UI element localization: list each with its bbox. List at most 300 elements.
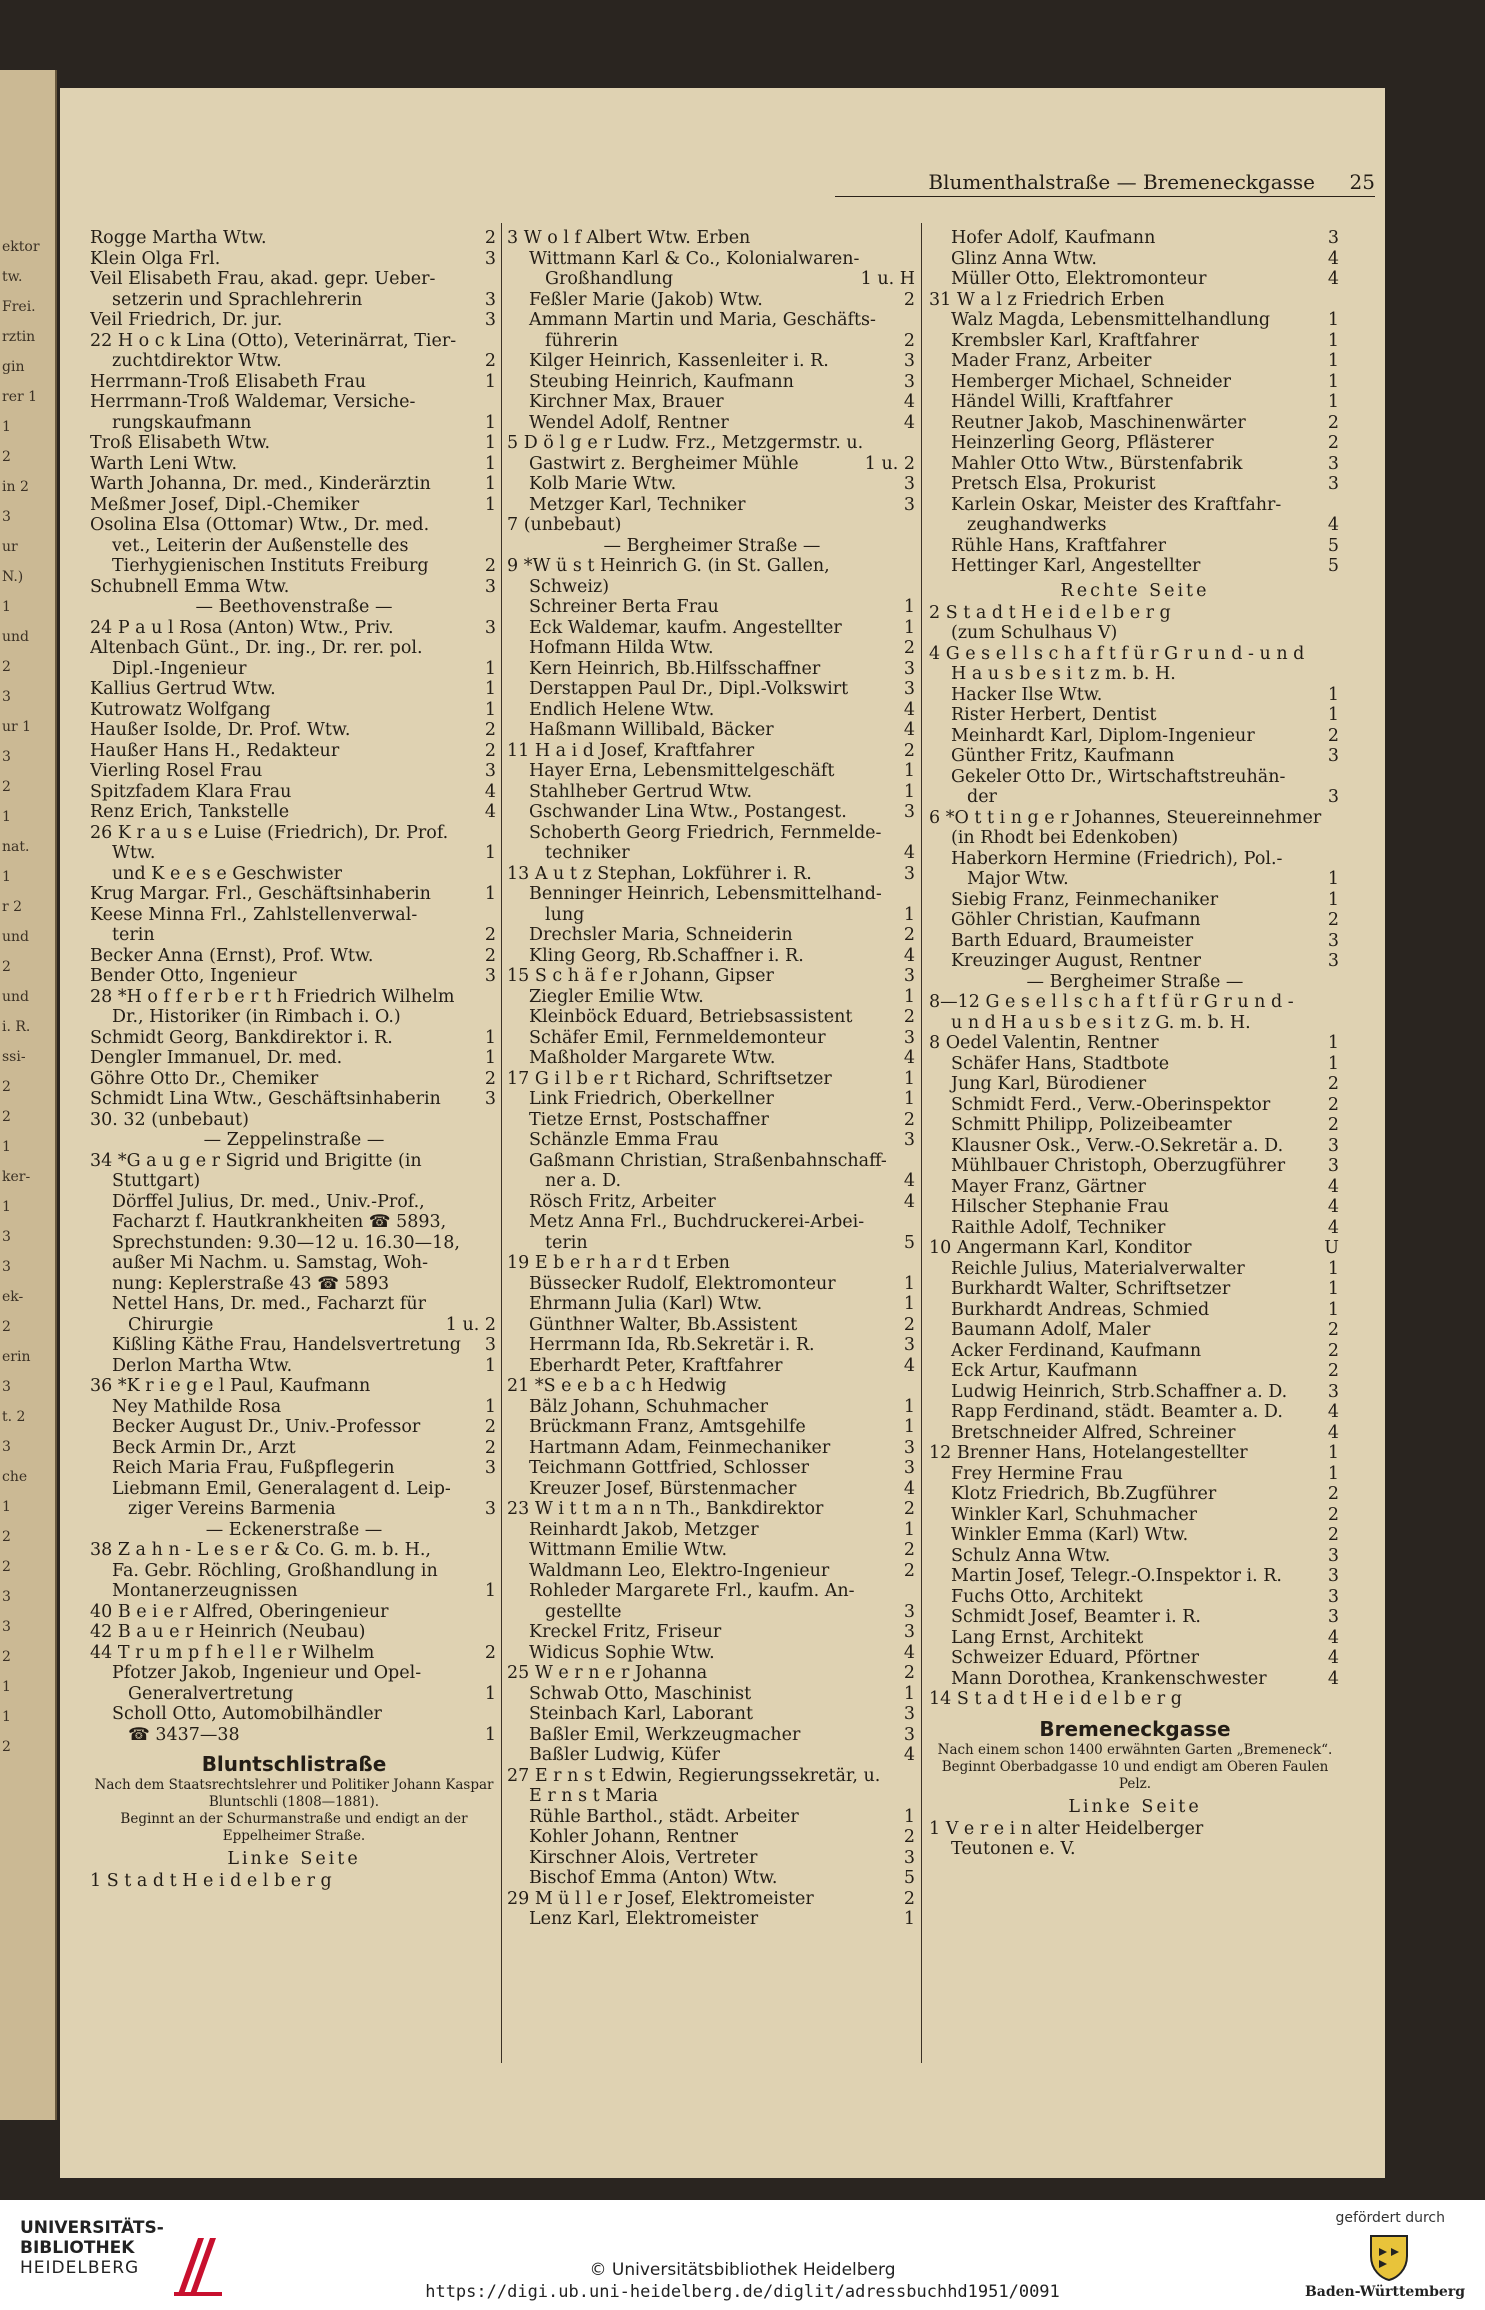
directory-entry	[90, 1684, 498, 1705]
floor-number: 2	[1325, 910, 1339, 931]
floor-number: 2	[1325, 1341, 1339, 1362]
directory-entry	[507, 782, 917, 803]
directory-entry	[90, 659, 498, 680]
directory-entry	[90, 556, 498, 577]
cross-street	[90, 1520, 498, 1541]
floor-number: 3	[482, 761, 496, 782]
directory-entry	[929, 290, 1341, 311]
directory-entry	[507, 1909, 917, 1930]
left-page-fragment: rztin	[2, 329, 36, 345]
directory-entry	[929, 1839, 1341, 1860]
floor-number: 2	[1325, 1505, 1339, 1526]
directory-entry	[90, 1417, 498, 1438]
entry-text: Sprechstunden: 9.30—12 u. 16.30—18,	[112, 1232, 460, 1253]
entry-text: Karlein Oskar, Meister des Kraftfahr-	[951, 494, 1282, 515]
entry-text: Tietze Ernst, Postschaffner	[529, 1109, 769, 1130]
floor-number: 1	[901, 1684, 915, 1705]
directory-entry	[90, 925, 498, 946]
library-name-line-1: UNIVERSITÄTS-	[20, 2218, 164, 2238]
entry-text: Schmidt Ferd., Verw.-Oberinspektor	[951, 1094, 1271, 1115]
floor-number: 3	[901, 1704, 915, 1725]
directory-entry	[90, 1028, 498, 1049]
directory-entry	[90, 1110, 498, 1131]
directory-entry	[929, 1074, 1341, 1095]
directory-entry	[90, 700, 498, 721]
floor-number: 4	[901, 1192, 915, 1213]
directory-entry	[90, 515, 498, 536]
directory-entry	[507, 1663, 917, 1684]
directory-entry	[929, 433, 1341, 454]
directory-entry	[90, 1294, 498, 1315]
floor-number: 3	[482, 1089, 496, 1110]
floor-number: 1	[1325, 1300, 1339, 1321]
floor-number: 3	[901, 351, 915, 372]
left-page-fragment: 3	[2, 1439, 11, 1455]
entry-text: Kern Heinrich, Bb.Hilfsschaffner	[529, 658, 821, 679]
entry-text: Widicus Sophie Wtw.	[529, 1642, 715, 1663]
directory-entry	[507, 1007, 917, 1028]
floor-number: 1	[901, 1069, 915, 1090]
directory-entry	[90, 1438, 498, 1459]
entry-text: — Eckenerstraße —	[205, 1519, 383, 1540]
floor-number: 2	[1325, 1525, 1339, 1546]
entry-text: Kreuzer Josef, Bürstenmacher	[529, 1478, 797, 1499]
left-page-fragment: tw.	[2, 269, 23, 285]
directory-entry	[929, 664, 1341, 685]
entry-text: Feßler Marie (Jakob) Wtw.	[529, 289, 763, 310]
entry-text: 40 B e i e r Alfred, Oberingenieur	[90, 1601, 389, 1622]
floor-number: 2	[1325, 1115, 1339, 1136]
directory-entry	[929, 392, 1341, 413]
left-page-fragment: i. R.	[2, 1019, 31, 1035]
floor-number: 2	[482, 351, 496, 372]
directory-entry	[507, 1540, 917, 1561]
floor-number: 3	[482, 577, 496, 598]
floor-number: 4	[1325, 1197, 1339, 1218]
directory-entry	[929, 623, 1341, 644]
floor-number: 2	[901, 290, 915, 311]
directory-entry	[90, 1253, 498, 1274]
entry-text: Eck Artur, Kaufmann	[951, 1361, 1138, 1381]
floor-number: 1	[901, 1520, 915, 1541]
entry-text: Winkler Emma (Karl) Wtw.	[951, 1525, 1189, 1545]
directory-entry	[929, 1505, 1341, 1526]
entry-text: Benninger Heinrich, Lebensmittelhand-	[529, 884, 882, 904]
entry-text: 1 S t a d t H e i d e l b e r g	[90, 1871, 332, 1891]
entry-text: Dipl.-Ingenieur	[112, 658, 247, 679]
directory-entry	[507, 1458, 917, 1479]
entry-text: Facharzt f. Hautkrankheiten ☎ 5893,	[112, 1212, 447, 1232]
entry-text: Schreiner Berta Frau	[529, 597, 719, 617]
directory-entry	[90, 1356, 498, 1377]
entry-text: ziger Vereins Barmenia	[128, 1499, 336, 1519]
entry-text: Endlich Helene Wtw.	[529, 699, 715, 720]
left-page-fragment: ssi-	[2, 1049, 26, 1065]
entry-text: Gekeler Otto Dr., Wirtschaftstreuhän-	[951, 766, 1286, 787]
floor-number: 2	[901, 1663, 915, 1684]
entry-text: Scholl Otto, Automobilhändler	[112, 1704, 382, 1724]
directory-entry	[507, 987, 917, 1008]
entry-text: Jung Karl, Bürodiener	[951, 1074, 1147, 1094]
left-page-fragment: in 2	[2, 479, 29, 495]
floor-number: 2	[901, 638, 915, 659]
directory-page	[60, 88, 1385, 2178]
directory-entry	[929, 1054, 1341, 1075]
floor-number: 3	[901, 1438, 915, 1459]
entry-text: Haußer Hans H., Redakteur	[90, 740, 340, 761]
entry-text: Metz Anna Frl., Buchdruckerei-Arbei-	[529, 1212, 865, 1232]
floor-number: 3	[901, 1458, 915, 1479]
entry-text: 21 *S e e b a c h Hedwig	[507, 1376, 727, 1396]
entry-text: 5 D ö l g e r Ludw. Frz., Metzgermstr. u.	[507, 433, 864, 453]
entry-text: Kirschner Alois, Vertreter	[529, 1847, 758, 1868]
floor-number: 5	[1325, 556, 1339, 577]
directory-entry	[507, 1417, 917, 1438]
floor-number: 3	[1325, 1546, 1339, 1567]
entry-text: Schweiz)	[529, 576, 610, 597]
entry-text: Göhre Otto Dr., Chemiker	[90, 1068, 319, 1089]
left-page-fragment: 2	[2, 1739, 11, 1755]
entry-text: außer Mi Nachm. u. Samstag, Woh-	[112, 1253, 428, 1273]
floor-number: 4	[901, 700, 915, 721]
entry-text: Gastwirt z. Bergheimer Mühle	[529, 453, 799, 474]
floor-number: 1	[901, 905, 915, 926]
column-3	[929, 228, 1341, 2048]
entry-text: rungskaufmann	[112, 412, 252, 433]
directory-entry	[90, 1274, 498, 1295]
floor-number: 4	[1325, 1669, 1339, 1690]
column-1	[90, 228, 498, 2048]
directory-entry	[929, 1525, 1341, 1546]
entry-text: Klein Olga Frl.	[90, 248, 221, 269]
floor-number: 1 u. 2	[862, 454, 915, 475]
directory-entry	[507, 1192, 917, 1213]
directory-entry	[90, 884, 498, 905]
floor-number: 1	[901, 597, 915, 618]
entry-text: Lang Ernst, Architekt	[951, 1627, 1144, 1648]
floor-number: 3	[1325, 228, 1339, 249]
floor-number: 2	[482, 1417, 496, 1438]
left-page-fragment: r 2	[2, 899, 23, 915]
entry-text: Gaßmann Christian, Straßenbahnschaff-	[529, 1150, 887, 1171]
floor-number: 1	[901, 1294, 915, 1315]
directory-entry	[90, 1581, 498, 1602]
entry-text: Nettel Hans, Dr. med., Facharzt für	[112, 1294, 426, 1314]
directory-entry	[507, 577, 917, 598]
entry-text: Baßler Emil, Werkzeugmacher	[529, 1724, 801, 1745]
left-page-fragment: ektor	[2, 239, 40, 255]
directory-entry	[929, 1607, 1341, 1628]
entry-text: Kohler Johann, Rentner	[529, 1827, 739, 1847]
directory-entry	[90, 1871, 498, 1892]
directory-entry	[929, 1320, 1341, 1341]
directory-entry	[929, 1095, 1341, 1116]
directory-entry	[507, 761, 917, 782]
floor-number: 4	[901, 1479, 915, 1500]
floor-number: 4	[901, 413, 915, 434]
floor-number: 2	[901, 1827, 915, 1848]
directory-entry	[507, 823, 917, 844]
floor-number: 3	[1325, 1156, 1339, 1177]
entry-text: Brückmann Franz, Amtsgehilfe	[529, 1417, 806, 1437]
floor-number: 3	[901, 1130, 915, 1151]
entry-text: Hofmann Hilda Wtw.	[529, 638, 714, 658]
directory-entry	[90, 966, 498, 987]
directory-entry	[929, 372, 1341, 393]
floor-number: U	[1321, 1238, 1339, 1259]
left-page-fragment: 1	[2, 1139, 11, 1155]
entry-text: Steubing Heinrich, Kaufmann	[529, 371, 794, 392]
directory-entry	[929, 869, 1341, 890]
directory-entry	[929, 1197, 1341, 1218]
entry-text: E r n s t Maria	[529, 1786, 658, 1806]
floor-number: 2	[1325, 726, 1339, 747]
entry-text: 17 G i l b e r t Richard, Schriftsetzer	[507, 1068, 832, 1089]
floor-number: 3	[1325, 951, 1339, 972]
entry-text: setzerin und Sprachlehrerin	[112, 289, 363, 310]
floor-number: 4	[901, 720, 915, 741]
funder-name[interactable]: Baden-Württemberg	[1304, 2284, 1465, 2300]
permalink[interactable]: https://digi.ub.uni-heidelberg.de/diglit/adressbuchhd1951/0091	[425, 2282, 1060, 2302]
directory-entry	[90, 987, 498, 1008]
floor-number: 2	[901, 1315, 915, 1336]
entry-text: Chirurgie	[128, 1314, 214, 1335]
library-name-line-2: BIBLIOTHEK	[20, 2238, 135, 2258]
left-page-fragment: 2	[2, 449, 11, 465]
directory-entry	[507, 884, 917, 905]
directory-entry	[90, 761, 498, 782]
left-page-fragment: 1	[2, 1499, 11, 1515]
directory-entry	[507, 1438, 917, 1459]
directory-entry	[507, 618, 917, 639]
directory-entry	[929, 1546, 1341, 1567]
directory-entry	[507, 802, 917, 823]
directory-entry	[929, 495, 1341, 516]
floor-number: 1	[1325, 1054, 1339, 1075]
directory-entry	[90, 905, 498, 926]
floor-number: 1	[482, 1048, 496, 1069]
left-page-fragment: 2	[2, 779, 11, 795]
floor-number: 4	[482, 802, 496, 823]
directory-entry	[507, 1335, 917, 1356]
viewer-footer	[0, 2200, 1485, 2310]
entry-text: Glinz Anna Wtw.	[951, 248, 1097, 269]
entry-text: Hemberger Michael, Schneider	[951, 371, 1231, 392]
floor-number: 3	[901, 864, 915, 885]
left-page-edge	[0, 70, 57, 2120]
entry-text: 1 V e r e i n alter Heidelberger	[929, 1818, 1204, 1839]
floor-number: 3	[1325, 1587, 1339, 1608]
street-note: Beginnt an der Schurmanstraße und endigt an der Eppelheimer Straße.	[120, 1811, 468, 1844]
directory-entry	[507, 1089, 917, 1110]
directory-entry	[929, 910, 1341, 931]
entry-text: Ammann Martin und Maria, Geschäfts-	[529, 310, 876, 330]
floor-number: 2	[482, 946, 496, 967]
entry-text: Rühle Hans, Kraftfahrer	[951, 535, 1166, 556]
directory-entry	[90, 1479, 498, 1500]
entry-text: Spitzfadem Klara Frau	[90, 781, 292, 802]
entry-text: Altenbach Günt., Dr. ing., Dr. rer. pol.	[90, 638, 423, 658]
floor-number: 3	[482, 966, 496, 987]
floor-number: 1	[1325, 890, 1339, 911]
floor-number: 4	[901, 1171, 915, 1192]
floor-number: 1	[482, 1581, 496, 1602]
entry-text: Schmidt Josef, Beamter i. R.	[951, 1607, 1201, 1627]
floor-number: 1	[901, 1807, 915, 1828]
floor-number: 4	[1325, 515, 1339, 536]
directory-entry	[507, 1745, 917, 1766]
entry-text: Dörffel Julius, Dr. med., Univ.-Prof.,	[112, 1191, 425, 1212]
entry-text: Beck Armin Dr., Arzt	[112, 1437, 296, 1458]
left-page-fragment: 1	[2, 1679, 11, 1695]
entry-text: Mahler Otto Wtw., Bürstenfabrik	[951, 453, 1243, 474]
floor-number: 3	[901, 372, 915, 393]
left-page-fragment: 3	[2, 1259, 11, 1275]
entry-text: 3 W o l f Albert Wtw. Erben	[507, 228, 751, 248]
directory-entry	[507, 1868, 917, 1889]
directory-entry	[929, 1669, 1341, 1690]
entry-text: Stahlheber Gertrud Wtw.	[529, 781, 753, 802]
floor-number: 1	[901, 1274, 915, 1295]
left-page-fragment: ker-	[2, 1169, 31, 1185]
floor-number: 1	[1325, 869, 1339, 890]
street-note: Nach einem schon 1400 erwähnten Garten „Bremeneck“.	[937, 1741, 1333, 1758]
entry-text: und K e e s e Geschwister	[112, 863, 342, 884]
directory-entry	[929, 413, 1341, 434]
floor-number: 1	[1325, 1033, 1339, 1054]
entry-text: Schwab Otto, Maschinist	[529, 1683, 752, 1704]
entry-text: Reichle Julius, Materialverwalter	[951, 1258, 1245, 1279]
directory-entry	[507, 700, 917, 721]
entry-text: Waldmann Leo, Elektro-Ingenieur	[529, 1560, 830, 1581]
floor-number: 1	[1325, 705, 1339, 726]
entry-text: Schäfer Emil, Fernmeldemonteur	[529, 1027, 826, 1048]
entry-text: Günthner Walter, Bb.Assistent	[529, 1314, 798, 1335]
directory-entry	[929, 1689, 1341, 1710]
directory-entry	[90, 802, 498, 823]
directory-entry	[507, 720, 917, 741]
entry-text: Rister Herbert, Dentist	[951, 705, 1157, 725]
directory-entry	[90, 1089, 498, 1110]
floor-number: 1	[901, 1089, 915, 1110]
floor-number: 2	[482, 556, 496, 577]
directory-entry	[929, 351, 1341, 372]
entry-text: zeughandwerks	[967, 515, 1107, 535]
entry-text: Mühlbauer Christoph, Oberzugführer	[951, 1156, 1286, 1176]
directory-entry	[90, 782, 498, 803]
directory-entry	[929, 454, 1341, 475]
entry-text: Rühle Barthol., städt. Arbeiter	[529, 1806, 799, 1827]
entry-text: Baumann Adolf, Maler	[951, 1320, 1151, 1340]
directory-entry	[507, 413, 917, 434]
entry-text: Haberkorn Hermine (Friedrich), Pol.-	[951, 848, 1283, 869]
floor-number: 2	[1325, 1074, 1339, 1095]
directory-entry	[507, 1233, 917, 1254]
directory-entry	[507, 1376, 917, 1397]
directory-entry	[507, 1827, 917, 1848]
entry-text: Gschwander Lina Wtw., Postangest.	[529, 802, 847, 822]
entry-text: Winkler Karl, Schuhmacher	[951, 1504, 1198, 1525]
entry-text: 10 Angermann Karl, Konditor	[929, 1238, 1192, 1258]
directory-entry	[929, 556, 1341, 577]
entry-text: Kißling Käthe Frau, Handelsvertretung	[112, 1335, 461, 1355]
directory-entry	[507, 310, 917, 331]
entry-text: Siebig Franz, Feinmechaniker	[951, 889, 1219, 910]
entry-text: ☎ 3437—38	[128, 1724, 240, 1745]
directory-entry	[90, 249, 498, 270]
street-heading: Bluntschlistraße	[201, 1752, 387, 1776]
entry-text: Rösch Fritz, Arbeiter	[529, 1191, 716, 1212]
entry-text: Hilscher Stephanie Frau	[951, 1197, 1170, 1217]
directory-entry	[90, 1048, 498, 1069]
entry-text: Montanerzeugnissen	[112, 1581, 298, 1601]
entry-text: — Bergheimer Straße —	[603, 535, 821, 556]
entry-text: Mayer Franz, Gärtner	[951, 1176, 1146, 1197]
directory-entry	[507, 290, 917, 311]
left-page-fragment: 2	[2, 959, 11, 975]
directory-entry	[90, 638, 498, 659]
floor-number: 1	[1325, 1279, 1339, 1300]
directory-entry	[90, 1622, 498, 1643]
floor-number: 1	[1325, 1259, 1339, 1280]
left-page-fragment: t. 2	[2, 1409, 26, 1425]
entry-text: nung: Keplerstraße 43 ☎ 5893	[112, 1273, 390, 1294]
entry-text: 28 *H o f f e r b e r t h Friedrich Wilhelm	[90, 986, 455, 1007]
floor-number: 3	[901, 1335, 915, 1356]
directory-entry	[90, 1171, 498, 1192]
entry-text: Wittmann Emilie Wtw.	[529, 1540, 728, 1560]
directory-entry	[507, 269, 917, 290]
directory-entry	[90, 741, 498, 762]
floor-number: 4	[901, 1356, 915, 1377]
entry-text: Fuchs Otto, Architekt	[951, 1586, 1143, 1607]
directory-entry	[507, 1602, 917, 1623]
floor-number: 4	[1325, 269, 1339, 290]
floor-number: 1	[482, 372, 496, 393]
entry-text: Derstappen Paul Dr., Dipl.-Volkswirt	[529, 679, 849, 699]
entry-text: Warth Leni Wtw.	[90, 453, 238, 474]
entry-text: Schubnell Emma Wtw.	[90, 576, 290, 597]
directory-entry	[507, 638, 917, 659]
directory-entry	[507, 597, 917, 618]
library-name-line-3: HEIDELBERG	[20, 2258, 140, 2278]
floor-number: 3	[901, 1028, 915, 1049]
entry-text: Kolb Marie Wtw.	[529, 474, 677, 494]
directory-entry	[90, 1540, 498, 1561]
directory-entry	[90, 372, 498, 393]
floor-number: 3	[1325, 1607, 1339, 1628]
directory-entry	[929, 992, 1341, 1013]
entry-text: Rapp Ferdinand, städt. Beamter a. D.	[951, 1402, 1283, 1422]
entry-text: Becker Anna (Ernst), Prof. Wtw.	[90, 945, 374, 966]
entry-text: Wendel Adolf, Rentner	[529, 412, 729, 433]
entry-text: Göhler Christian, Kaufmann	[951, 910, 1201, 930]
entry-text: zuchtdirektor Wtw.	[112, 351, 282, 371]
side-heading: Linke Seite	[227, 1849, 361, 1869]
floor-number: 1	[482, 1684, 496, 1705]
directory-entry	[929, 1819, 1341, 1840]
directory-entry	[90, 310, 498, 331]
floor-number: 1	[482, 843, 496, 864]
left-page-fragment: 3	[2, 1589, 11, 1605]
entry-text: 31 W a l z Friedrich Erben	[929, 289, 1165, 310]
funded-by-label: gefördert durch	[1335, 2210, 1445, 2226]
directory-entry	[90, 495, 498, 516]
directory-entry	[90, 1315, 498, 1336]
floor-number: 3	[1325, 787, 1339, 808]
left-page-fragment: 1	[2, 419, 11, 435]
floor-number: 1	[482, 1356, 496, 1377]
